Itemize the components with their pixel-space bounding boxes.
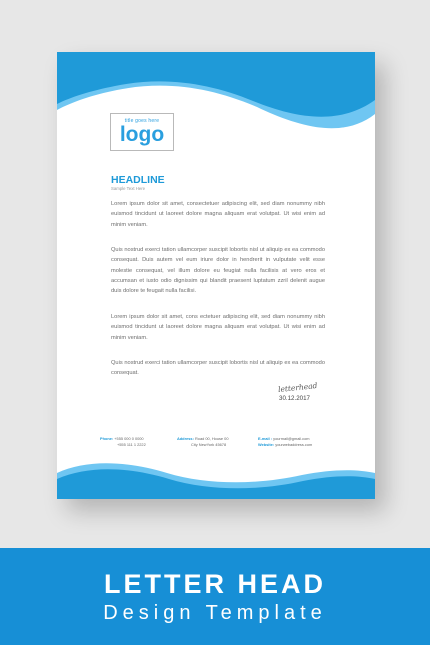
banner-subtitle: Design Template	[103, 602, 327, 624]
footer-contact	[258, 436, 312, 447]
phone-line-1: +555 000 0 0000	[114, 436, 144, 441]
logo-tagline: title goes here	[124, 118, 160, 124]
signature: letterhead	[277, 380, 318, 395]
phone-line-2: +555 111 1 2222	[117, 441, 146, 447]
letter-date: 30.12.2017	[279, 395, 310, 402]
address-line-1: Road 00, House 00	[194, 436, 229, 441]
footer-address	[177, 436, 229, 447]
logo	[110, 113, 174, 151]
headline-subtitle: Sample Text Here	[111, 186, 146, 191]
banner-title: LETTER HEAD	[104, 569, 326, 599]
letterhead-page	[57, 52, 375, 499]
phone-label: Phone:	[100, 436, 114, 441]
body-paragraph: Lorem ipsum dolor sit amet, cons ectetuer adipiscing elit, sed diam nonummy nibh euismod tincidunt ut laoreet dolore magna aliquam erat volutpat. Ut wisi enim ad minim veniam.	[111, 314, 325, 341]
bottom-wave-decoration	[57, 459, 375, 499]
logo-word: logo	[119, 123, 165, 146]
website-label: Website:	[258, 441, 275, 447]
footer-phone	[100, 436, 146, 447]
body-paragraph: Quis nostrud exerci tation ullamcorper suscipit lobortis nisl ut aliquip ex ea commodo consequat. Duis autem vel eum iriure dolor in hendrerit in vulputate velit esse molestie consequat, vel illum dolore eu feugiat nulla facilisis at vero eros et accumsan et iusto odio dignissim qui blandit praesent luptatum zzril delenit augue duis dolore te feugait nulla facilisi.	[111, 247, 325, 295]
website-value: yourwebaddress.com	[275, 441, 313, 447]
headline: HEADLINE	[111, 174, 165, 186]
body-paragraph: Lorem ipsum dolor sit amet, consectetuer adipiscing elit, sed diam nonummy nibh euismod tincidunt ut laoreet dolore magna aliquam erat volutpat. Ut wisi enim ad minim veniam.	[111, 201, 325, 228]
top-wave-decoration	[57, 52, 375, 136]
body-paragraph: Quis nostrud exerci tation ullamcorper suscipit lobortis nisl ut aliquip ex ea commodo consequat.	[111, 360, 325, 377]
email-value: yourmail@gmail.com	[273, 436, 310, 441]
address-label: Address:	[177, 436, 194, 441]
address-line-2: City NewYork 45678	[191, 441, 227, 447]
email-label: E-mail :	[258, 436, 273, 441]
